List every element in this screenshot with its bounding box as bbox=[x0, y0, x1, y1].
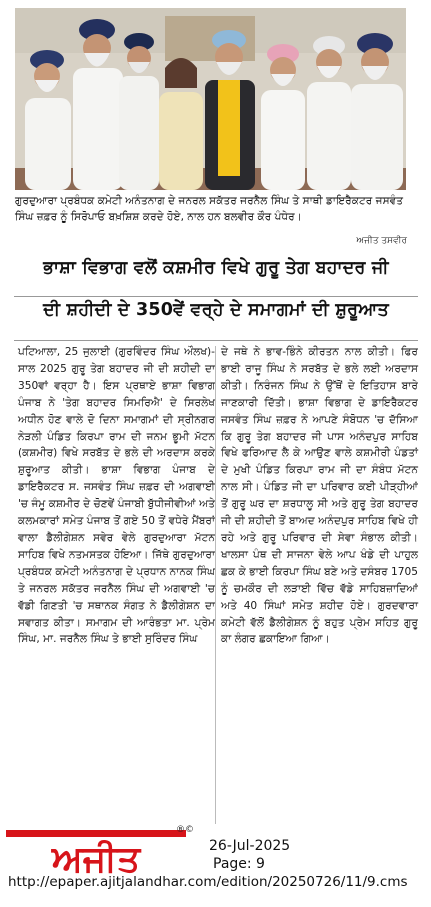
page-number: Page: 9 bbox=[213, 856, 265, 872]
logo-wordmark: ਅਜੀਤ bbox=[51, 839, 141, 876]
photo-credit: ਅਜੀਤ ਤਸਵੀਰ bbox=[356, 236, 407, 246]
group-photo-illustration bbox=[15, 8, 406, 190]
headline-divider bbox=[14, 296, 418, 297]
headline-line-1: ਭਾਸ਼ਾ ਵਿਭਾਗ ਵਲੋਂ ਕਸ਼ਮੀਰ ਵਿਖੇ ਗੁਰੂ ਤੇਗ ਬਹਾਦਰ ਜੀ bbox=[43, 258, 389, 278]
body-divider bbox=[14, 340, 418, 341]
article-column-left: ਪਟਿਆਲਾ, 25 ਜੁਲਾਈ (ਗੁਰਵਿੰਦਰ ਸਿੰਘ ਔਲਖ)-ਸਾਲ 2025 ਗੁਰੂ ਤੇਗ ਬਹਾਦਰ ਜੀ ਦੀ ਸ਼ਹੀਦੀ ਦਾ 350ਵਾਂ ਵਰ੍ਹਾ ਹੈ। ਇਸ ਪ੍ਰਥਾਏ ਭਾਸ਼ਾ ਵਿਭਾਗ ਪੰਜਾਬ ਨੇ 'ਤੇਗ ਬਹਾਦਰ ਸਿਮਰਿਐ' ਦੇ ਸਿਰਲੇਖ ਅਧੀਨ ਹੋਣ ਵਾਲੇ ਦੋ ਦਿਨਾ ਸਮਾਗਮਾਂ ਦੀ ਸ੍ਰੀਨਗਰ ਨੇੜਲੀ ਪੰਡਿਤ ਕਿਰਪਾ ਰਾਮ ਦੀ ਜਨਮ ਭੂਮੀ ਮੱਟਨ (ਕਸ਼ਮੀਰ) ਵਿਖੇ ਸਰਬੱਤ ਦੇ ਭਲੇ ਦੀ ਅਰਦਾਸ ਕਰਕੇ ਸ਼ੁਰੂਆਤ ਕੀਤੀ। ਭਾਸ਼ਾ ਵਿਭਾਗ ਪੰਜਾਬ ਦੇ ਡਾਇਰੈਕਟਰ ਸ. ਜਸਵੰਤ ਸਿੰਘ ਜ਼ਫ਼ਰ ਦੀ ਅਗਵਾਈ 'ਚ ਜੰਮੂ ਕਸ਼ਮੀਰ ਦੇ ਚੋਣਵੇਂ ਪੰਜਾਬੀ ਬੁੱਧੀਜੀਵੀਆਂ ਅਤੇ ਕਲਮਕਾਰਾਂ ਸਮੇਤ ਪੰਜਾਬ ਤੋਂ ਗਏ 50 ਤੋਂ ਵਧੇਰੇ ਮੈਂਬਰਾਂ ਵਾਲਾ ਡੈਲੀਗੇਸ਼ਨ ਸਵੇਰ ਵੇਲੇ ਗੁਰਦੁਆਰਾ ਮੱਟਨ ਸਾਹਿਬ ਵਿਖੇ ਨਤਮਸਤਕ ਹੋਇਆ। ਜਿੱਥੇ ਗੁਰਦੁਆਰਾ ਪ੍ਰਬੰਧਕ ਕਮੇਟੀ ਅਨੰਤਨਾਗ ਦੇ ਪ੍ਰਧਾਨ ਨਾਨਕ ਸਿੰਘ ਤੇ ਜਨਰਲ ਸਕੱਤਰ ਜਰਨੈਲ ਸਿੰਘ ਦੀ ਅਗਵਾਈ 'ਚ ਵੱਡੀ ਗਿਣਤੀ 'ਚ ਸਥਾਨਕ ਸੰਗਤ ਨੇ ਡੈਲੀਗੇਸ਼ਨ ਦਾ ਸਵਾਗਤ ਕੀਤਾ। ਸਮਾਗਮ ਦੀ ਆਰੰਭਤਾ ਮਾ. ਪ੍ਰੇਮ ਸਿੰਘ, ਮਾ. ਜਰਨੈਲ ਸਿੰਘ ਤੇ ਭਾਈ ਸੁਰਿੰਦਰ ਸਿੰਘ bbox=[18, 346, 215, 646]
group-photo bbox=[15, 8, 406, 190]
column-divider bbox=[215, 346, 216, 824]
article-column-right: ਦੇ ਜਥੇ ਨੇ ਭਾਵ-ਭਿੰਨੇ ਕੀਰਤਨ ਨਾਲ ਕੀਤੀ। ਫਿਰ ਭਾਈ ਰਾਜੂ ਸਿੰਘ ਨੇ ਸਰਬੱਤ ਦੇ ਭਲੇ ਲਈ ਅਰਦਾਸ ਕੀਤੀ। ਨਿਰੰਜਨ ਸਿੰਘ ਨੇ ਉੱਥੋਂ ਦੇ ਇਤਿਹਾਸ ਬਾਰੇ ਜਾਣਕਾਰੀ ਦਿੱਤੀ। ਭਾਸ਼ਾ ਵਿਭਾਗ ਦੇ ਡਾਇਰੈਕਟਰ ਜਸਵੰਤ ਸਿੰਘ ਜ਼ਫ਼ਰ ਨੇ ਆਪਣੇ ਸੰਬੋਧਨ 'ਚ ਦੱਸਿਆ ਕਿ ਗੁਰੂ ਤੇਗ ਬਹਾਦਰ ਜੀ ਪਾਸ ਅਨੰਦਪੁਰ ਸਾਹਿਬ ਵਿਖੇ ਫਰਿਆਦ ਲੈ ਕੇ ਆਉਣ ਵਾਲੇ ਕਸ਼ਮੀਰੀ ਪੰਡਤਾਂ ਦੇ ਮੁਖੀ ਪੰਡਿਤ ਕਿਰਪਾ ਰਾਮ ਜੀ ਦਾ ਸੰਬੰਧ ਮੱਟਨ ਨਾਲ ਸੀ। ਪੰਡਿਤ ਜੀ ਦਾ ਪਰਿਵਾਰ ਕਈ ਪੀੜ੍ਹੀਆਂ ਤੋਂ ਗੁਰੂ ਘਰ ਦਾ ਸ਼ਰਧਾਲੂ ਸੀ ਅਤੇ ਗੁਰੂ ਤੇਗ ਬਹਾਦਰ ਜੀ ਦੀ ਸ਼ਹੀਦੀ ਤੋਂ ਬਾਅਦ ਅਨੰਦਪੁਰ ਸਾਹਿਬ ਵਿਖੇ ਹੀ ਰਹੇ ਅਤੇ ਗੁਰੂ ਪਰਿਵਾਰ ਦੀ ਸੇਵਾ ਸੰਭਾਲ ਕੀਤੀ। ਖਾਲਸਾ ਪੰਥ ਦੀ ਸਾਜਨਾ ਵੇਲੇ ਆਪ ਖੰਡੇ ਦੀ ਪਾਹੁਲ ਛਕ ਕੇ ਭਾਈ ਕਿਰਪਾ ਸਿੰਘ ਬਣੇ ਅਤੇ ਦਸੰਬਰ 1705 ਨੂੰ ਚਮਕੌਰ ਦੀ ਲੜਾਈ ਵਿੱਚ ਵੱਡੇ ਸਾਹਿਬਜ਼ਾਦਿਆਂ ਅਤੇ 40 ਸਿੰਘਾਂ ਸਮੇਤ ਸ਼ਹੀਦ ਹੋਏ। ਗੁਰਦਵਾਰਾ ਕਮੇਟੀ ਵੱਲੋਂ ਡੈਲੀਗੇਸ਼ਨ ਨੂੰ ਬਹੁਤ ਪ੍ਰੇਮ ਸਹਿਤ ਗੁਰੂ ਕਾ ਲੰਗਰ ਛਕਾਇਆ ਗਿਆ। bbox=[221, 346, 418, 646]
ajit-logo bbox=[4, 826, 200, 876]
ajit-logo-mark bbox=[4, 826, 200, 876]
photo-caption: ਗੁਰਦੁਆਰਾ ਪ੍ਰਬੰਧਕ ਕਮੇਟੀ ਅਨੰਤਨਾਗ ਦੇ ਜਨਰਲ ਸਕੱਤਰ ਜਰਨੈਲ ਸਿੰਘ ਤੇ ਸਾਥੀ ਡਾਇਰੈਕਟਰ ਜਸਵੰਤ ਸਿੰਘ ਜ਼ਫ਼ਰ ਨੂੰ ਸਿਰੋਪਾਓ ਬਖ਼ਸ਼ਿਸ਼ ਕਰਦੇ ਹੋਏ, ਨਾਲ ਹਨ ਬਲਵੀਰ ਕੌਰ ਪੰਧੇਰ। bbox=[15, 195, 404, 223]
epaper-url-link[interactable]: http://epaper.ajitjalandhar.com/edition/20250726/11/9.cms bbox=[8, 874, 408, 890]
registered-mark: ®© bbox=[176, 825, 194, 835]
headline-line-2: ਦੀ ਸ਼ਹੀਦੀ ਦੇ 350ਵੇਂ ਵਰ੍ਹੇ ਦੇ ਸਮਾਗਮਾਂ ਦੀ ਸ਼ੁਰੂਆਤ bbox=[43, 300, 389, 320]
edition-date: 26-Jul-2025 bbox=[209, 838, 291, 854]
